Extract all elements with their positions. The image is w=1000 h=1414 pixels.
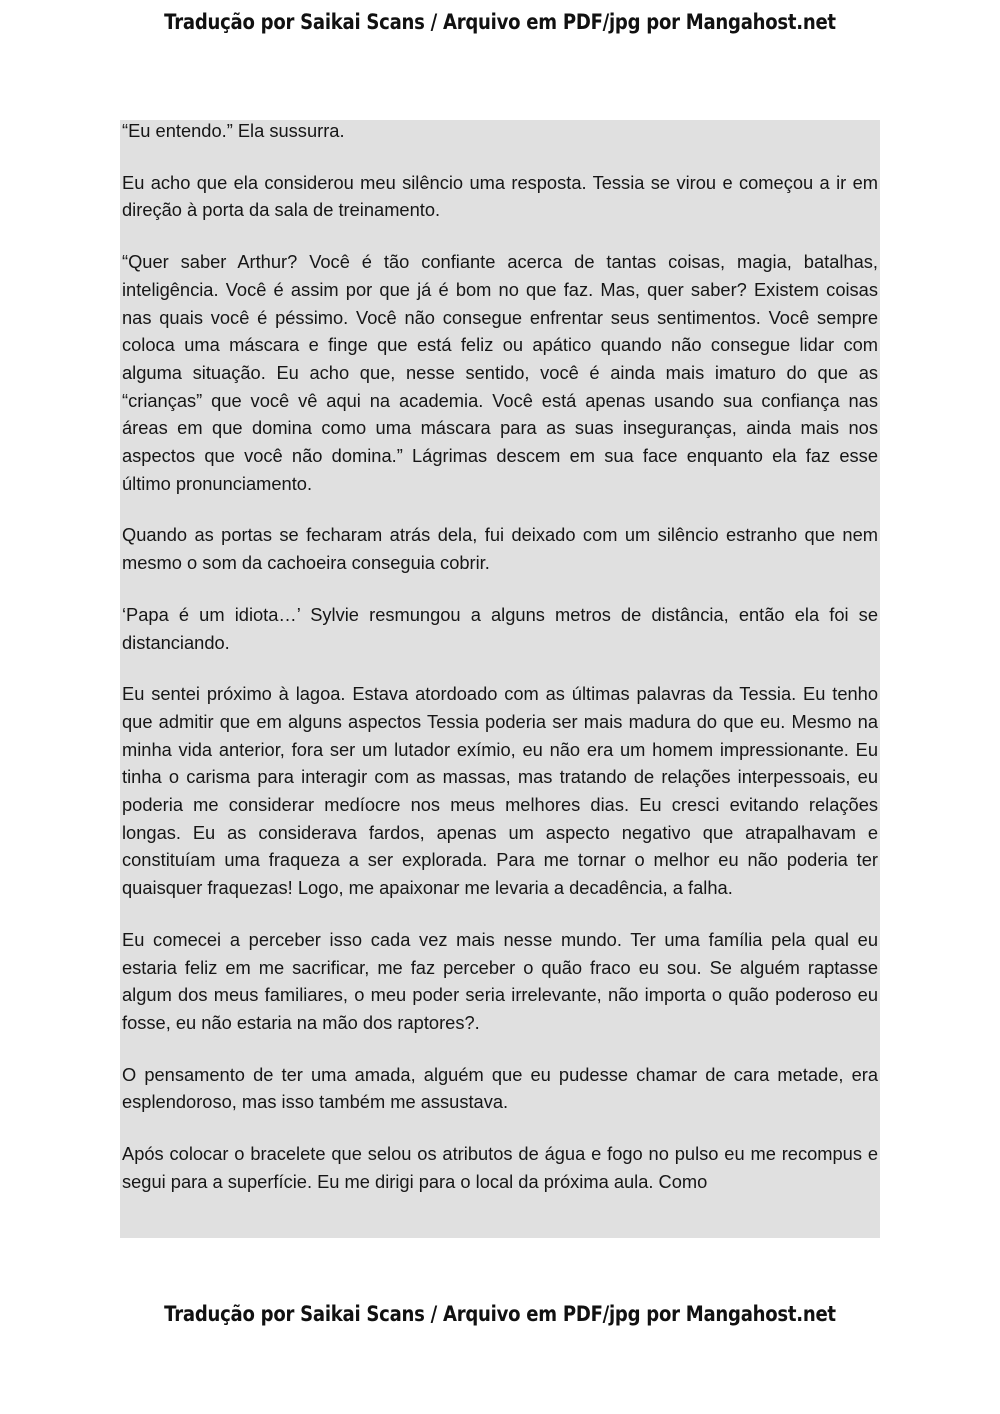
paragraph-7: Eu comecei a perceber isso cada vez mais nesse mundo. Ter uma família pela qual eu estaria feliz em me sacrificar, me faz perceber o quão fraco eu sou. Se alguém raptasse algum dos meus familiares, o meu poder seria irrelevante, não importa o quão poderoso eu fosse, eu não estaria na mão dos raptores?. — [122, 928, 878, 1033]
paragraph-2: Eu acho que ela considerou meu silêncio uma resposta. Tessia se virou e começou a ir em direção à porta da sala de treinamento. — [122, 171, 878, 221]
footer-credit: Tradução por Saikai Scans / Arquivo em PDF/jpg por Mangahost.net — [164, 1302, 836, 1326]
paragraph-6: Eu sentei próximo à lagoa. Estava atordoado com as últimas palavras da Tessia. Eu tenho que admitir que em alguns aspectos Tessia poderia ser mais madura do que eu. Mesmo na minha vida anterior, fora ser um lutador exímio, eu não era um homem impressionante. Eu tinha o carisma para interagir com as massas, mas tratando de relações interpessoais, eu poderia me considerar medíocre nos meus melhores dias. Eu cresci evitando relações longas. Eu as considerava fardos, apenas um aspecto negativo que atrapalhavam e constituíam uma fraqueza a ser explorada. Para me tornar o melhor eu não poderia ter quaisquer fraquezas! Logo, me apaixonar me levaria a decadência, a falha. — [122, 683, 878, 899]
paragraph-8: O pensamento de ter uma amada, alguém que eu pudesse chamar de cara metade, era esplendoroso, mas isso também me assustava. — [122, 1063, 878, 1113]
paragraph-1: “Eu entendo.” Ela sussurra. — [122, 120, 345, 141]
paragraph-9: Após colocar o bracelete que selou os atributos de água e fogo no pulso eu me recompus e segui para a superfície. Eu me dirigi para o local da próxima aula. Como — [122, 1143, 878, 1192]
header-credit: Tradução por Saikai Scans / Arquivo em PDF/jpg por Mangahost.net — [164, 10, 836, 34]
story-text-block — [120, 120, 880, 1238]
paragraph-3: “Quer saber Arthur? Você é tão confiante acerca de tantas coisas, magia, batalhas, inteligência. Você é assim por que já é bom no que faz. Mas, quer saber? Existem coisas nas quais você é péssimo. Você não consegue enfrentar seus sentimentos. Você sempre coloca uma máscara e finge que está feliz ou apático quando não consegue lidar com alguma situação. Eu acho que, nesse sentido, você é ainda mais imaturo do que as “crianças” que você vê aqui na academia. Você está apenas usando sua confiança nas áreas em que domina como uma máscara para as suas inseguranças, ainda mais nos aspectos que você não domina.” Lágrimas descem em sua face enquanto ela faz esse último pronunciamento. — [122, 251, 878, 494]
paragraph-5: ‘Papa é um idiota…’ Sylvie resmungou a alguns metros de distância, então ela foi se distanciando. — [122, 603, 878, 653]
paragraph-4: Quando as portas se fecharam atrás dela, fui deixado com um silêncio estranho que nem mesmo o som da cachoeira conseguia cobrir. — [122, 524, 878, 574]
